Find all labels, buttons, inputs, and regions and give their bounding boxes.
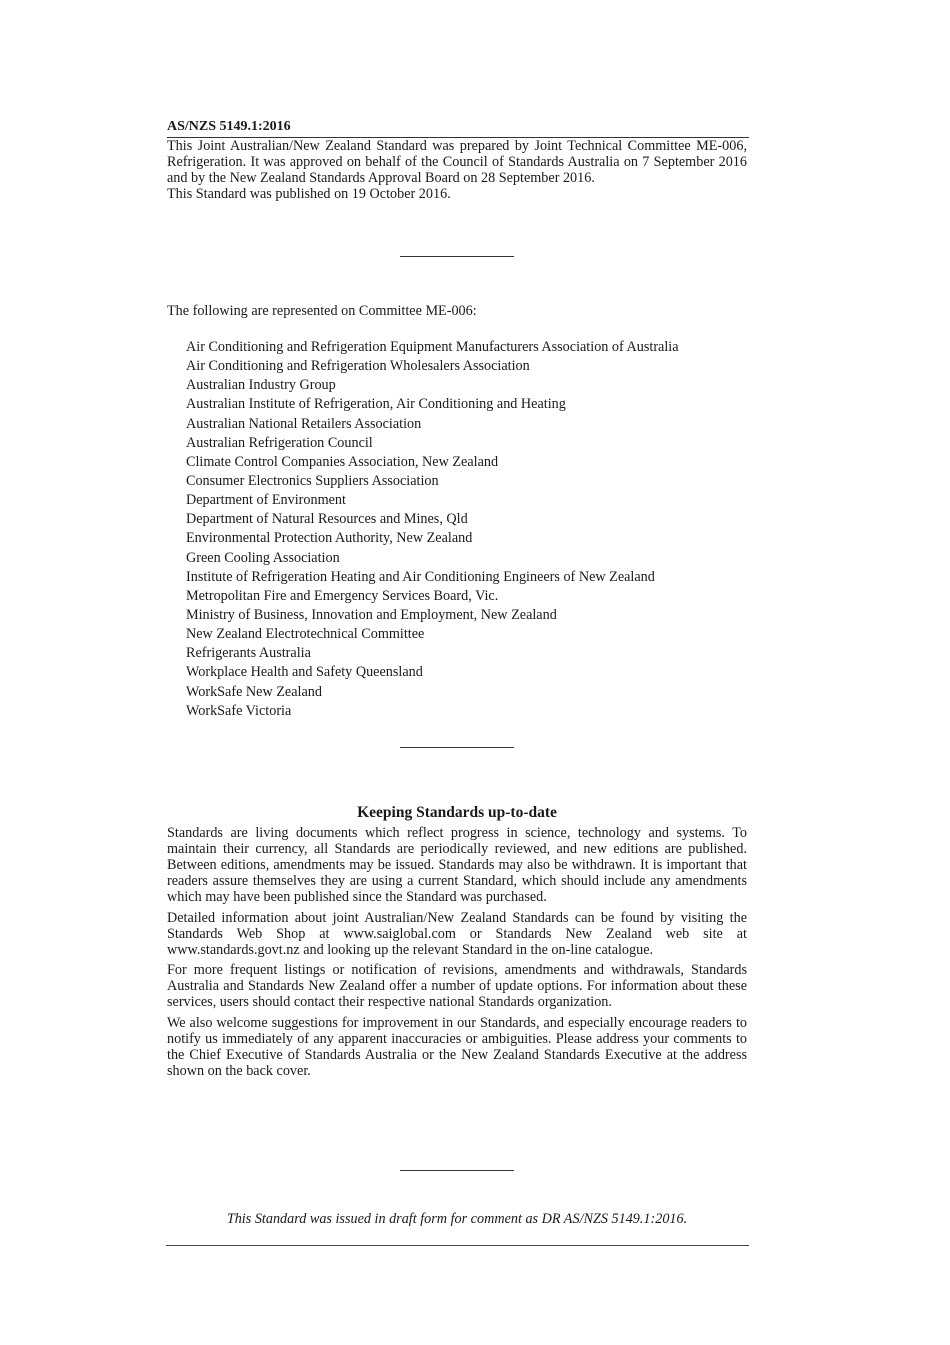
committee-member: Climate Control Companies Association, New Zealand <box>186 453 499 470</box>
draft-note: This Standard was issued in draft form for comment as DR AS/NZS 5149.1:2016. <box>226 1211 688 1227</box>
committee-member: New Zealand Electrotechnical Committee <box>186 626 425 643</box>
committee-intro: The following are represented on Committee ME-006: <box>167 303 477 319</box>
section-divider-3 <box>400 1170 514 1171</box>
keeping-standards-body <box>167 825 747 1083</box>
committee-member: WorkSafe New Zealand <box>186 683 322 700</box>
committee-member: Metropolitan Fire and Emergency Services Board, Vic. <box>186 587 499 604</box>
intro-block <box>167 138 747 202</box>
committee-member: Australian Institute of Refrigeration, Air Conditioning and Heating <box>186 396 566 413</box>
keeping-standards-heading: Keeping Standards up-to-date <box>357 804 557 821</box>
committee-member: Air Conditioning and Refrigeration Wholesalers Association <box>186 358 530 375</box>
preparation-statement: This Joint Australian/New Zealand Standard was prepared by Joint Technical Committee ME-006, Refrigeration. It was approved on behalf of the Council of Standards Australia on 7 September 2016 and by the New Zealand Standards Approval Board on 28 September 2016. <box>167 138 747 186</box>
committee-member-list <box>186 338 679 721</box>
keeping-paragraph: We also welcome suggestions for improvement in our Standards, and especially encourage readers to notify us immediately of any apparent inaccuracies or ambiguities. Please address your comments to the Chief Executive of Standards Australia or the New Zealand Standards Executive at the address shown on the back cover. <box>167 1014 747 1079</box>
committee-member: Department of Natural Resources and Mines, Qld <box>186 511 468 528</box>
committee-member: Green Cooling Association <box>186 549 340 566</box>
keeping-paragraph: Detailed information about joint Australian/New Zealand Standards can be found by visiting the Standards Web Shop at www.saiglobal.com or Standards New Zealand web site at www.standards.govt.nz and looking up the relevant Standard in the on-line catalogue. <box>167 909 747 958</box>
section-divider-1 <box>400 256 514 257</box>
committee-member: Workplace Health and Safety Queensland <box>186 664 423 681</box>
committee-member: Australian Refrigeration Council <box>186 434 373 451</box>
publication-statement: This Standard was published on 19 October 2016. <box>167 186 451 202</box>
committee-member: Consumer Electronics Suppliers Association <box>186 472 439 489</box>
committee-member: Ministry of Business, Innovation and Employment, New Zealand <box>186 606 557 623</box>
committee-member: Institute of Refrigeration Heating and Air Conditioning Engineers of New Zealand <box>186 568 655 585</box>
committee-member: Australian Industry Group <box>186 377 336 394</box>
section-divider-2 <box>400 747 514 748</box>
keeping-paragraph: Standards are living documents which reflect progress in science, technology and systems. To maintain their currency, all Standards are periodically reviewed, and new editions are published. Between editions, amendments may be issued. Standards may also be withdrawn. It is important that readers assure themselves they are using a current Standard, which should include any amendments which may have been published since the Standard was purchased. <box>167 825 747 905</box>
standard-number: AS/NZS 5149.1:2016 <box>167 119 749 138</box>
footer-rule <box>166 1245 749 1246</box>
committee-member: WorkSafe Victoria <box>186 702 292 719</box>
committee-member: Australian National Retailers Association <box>186 415 422 432</box>
committee-member: Refrigerants Australia <box>186 645 311 662</box>
committee-member: Air Conditioning and Refrigeration Equipment Manufacturers Association of Australia <box>186 339 679 355</box>
keeping-paragraph: For more frequent listings or notification of revisions, amendments and withdrawals, Standards Australia and Standards New Zealand offer a number of update options. For information about these services, users should contact their respective national Standards organization. <box>167 962 747 1010</box>
committee-member: Department of Environment <box>186 492 346 509</box>
committee-member: Environmental Protection Authority, New Zealand <box>186 530 473 547</box>
